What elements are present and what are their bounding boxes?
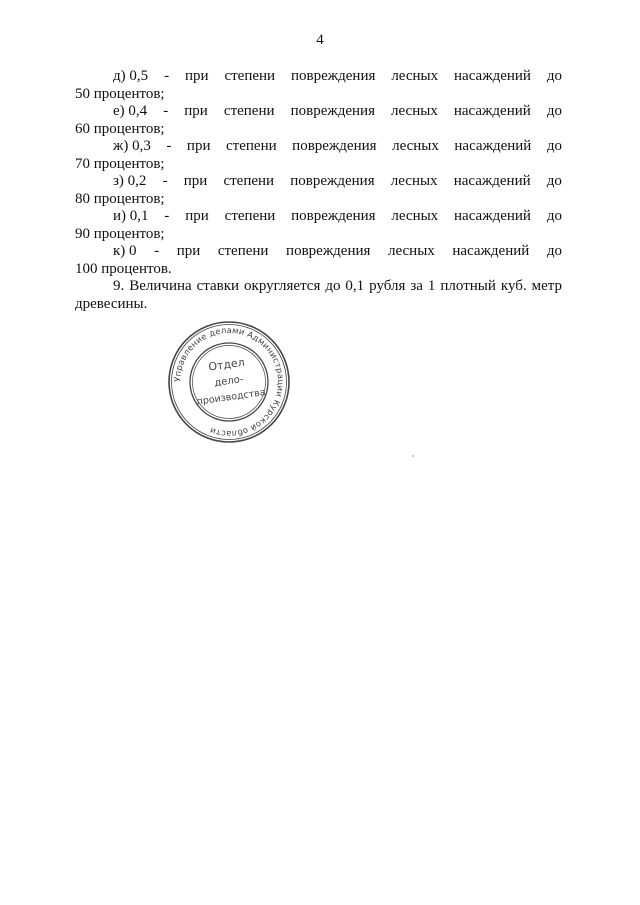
list-item-word: насаждений <box>454 138 532 154</box>
official-stamp <box>167 320 291 444</box>
paragraph-9: 9. Величина ставки округляется до 0,1 рубля за 1 плотный куб. метр древесины. <box>75 278 562 312</box>
list-item-word: при <box>184 103 208 119</box>
stamp-center-line: производства <box>196 387 267 408</box>
list-item-word: насаждений <box>453 103 531 119</box>
list-item-word: повреждения <box>292 138 377 154</box>
list-item-line <box>75 243 562 261</box>
list-item-word: степени <box>224 208 276 224</box>
list-item-word: до <box>546 68 562 84</box>
list-item-word: повреждения <box>286 243 371 259</box>
list-item <box>75 243 562 278</box>
list-item-word: при <box>176 243 201 259</box>
list-item-label: д) 0,5 <box>113 68 149 84</box>
stamp-center-line: Отдел <box>207 355 246 374</box>
list-item-word: лесных <box>391 68 439 84</box>
stamp-center-line: дело- <box>213 374 245 389</box>
list-item-word: повреждения <box>291 68 376 84</box>
list-item <box>75 68 562 103</box>
list-item-tail: 90 процентов; <box>75 225 165 242</box>
list-item <box>75 103 562 138</box>
list-item <box>75 138 562 173</box>
list-item-tail: 100 процентов. <box>75 260 172 277</box>
list-item-tail: 60 процентов; <box>75 120 165 137</box>
list-item-word: лесных <box>390 173 438 189</box>
list-item-word: до <box>546 103 562 119</box>
list-item-word: насаждений <box>454 208 531 224</box>
list-item-line <box>75 68 562 86</box>
list-item-line <box>75 208 562 226</box>
list-item-word: до <box>546 138 562 154</box>
list-item-word: повреждения <box>290 103 375 119</box>
list-item-label: к) 0 <box>113 243 137 259</box>
list-item <box>75 173 562 208</box>
list-item-dash: - <box>164 68 170 84</box>
list-item-word: при <box>186 138 211 154</box>
list-item-dash: - <box>166 138 172 154</box>
stamp-ring-textpath: Управление делами Администрации Курской области <box>171 324 287 440</box>
list-item-label: ж) 0,3 <box>113 138 151 154</box>
list-item-tail: 80 процентов; <box>75 190 165 207</box>
list-item-tail: 70 процентов; <box>75 155 165 172</box>
list-item-dash: - <box>154 243 160 259</box>
list-item-word: до <box>546 243 562 259</box>
scan-speck <box>412 455 414 457</box>
list-item-tail: 50 процентов; <box>75 85 165 102</box>
page-number: 4 <box>316 32 324 48</box>
list-item-word: до <box>546 208 562 224</box>
list-item-word: лесных <box>392 138 439 154</box>
list-item-word: степени <box>226 138 277 154</box>
list-item-line <box>75 138 562 156</box>
list-item-word: при <box>185 208 209 224</box>
list-item-dash: - <box>162 173 168 189</box>
list-item-dash: - <box>164 208 170 224</box>
list-item-word: степени <box>223 103 275 119</box>
list-item-word: насаждений <box>452 243 530 259</box>
list-item-label: и) 0,1 <box>113 208 149 224</box>
list-item-word: лесных <box>391 103 438 119</box>
list-item-word: лесных <box>388 243 435 259</box>
list-item-word: лесных <box>391 208 439 224</box>
document-body <box>75 68 562 313</box>
list-item-word: насаждений <box>453 173 531 189</box>
list-item-word: при <box>183 173 208 189</box>
list-item-word: до <box>546 173 562 189</box>
list-item-label: з) 0,2 <box>113 173 147 189</box>
list-item-line <box>75 173 562 191</box>
list-item-word: степени <box>224 68 276 84</box>
list-item-word: степени <box>217 243 269 259</box>
list-item-word: при <box>184 68 209 84</box>
stamp-graphic <box>167 320 291 444</box>
list-item-word: насаждений <box>454 68 531 84</box>
list-item-word: степени <box>223 173 275 189</box>
list-item-dash: - <box>163 103 169 119</box>
list-item-word: повреждения <box>291 208 376 224</box>
list-item-word: повреждения <box>290 173 375 189</box>
list-item-label: е) 0,4 <box>113 103 148 119</box>
list-item-line <box>75 103 562 121</box>
list-item <box>75 208 562 243</box>
